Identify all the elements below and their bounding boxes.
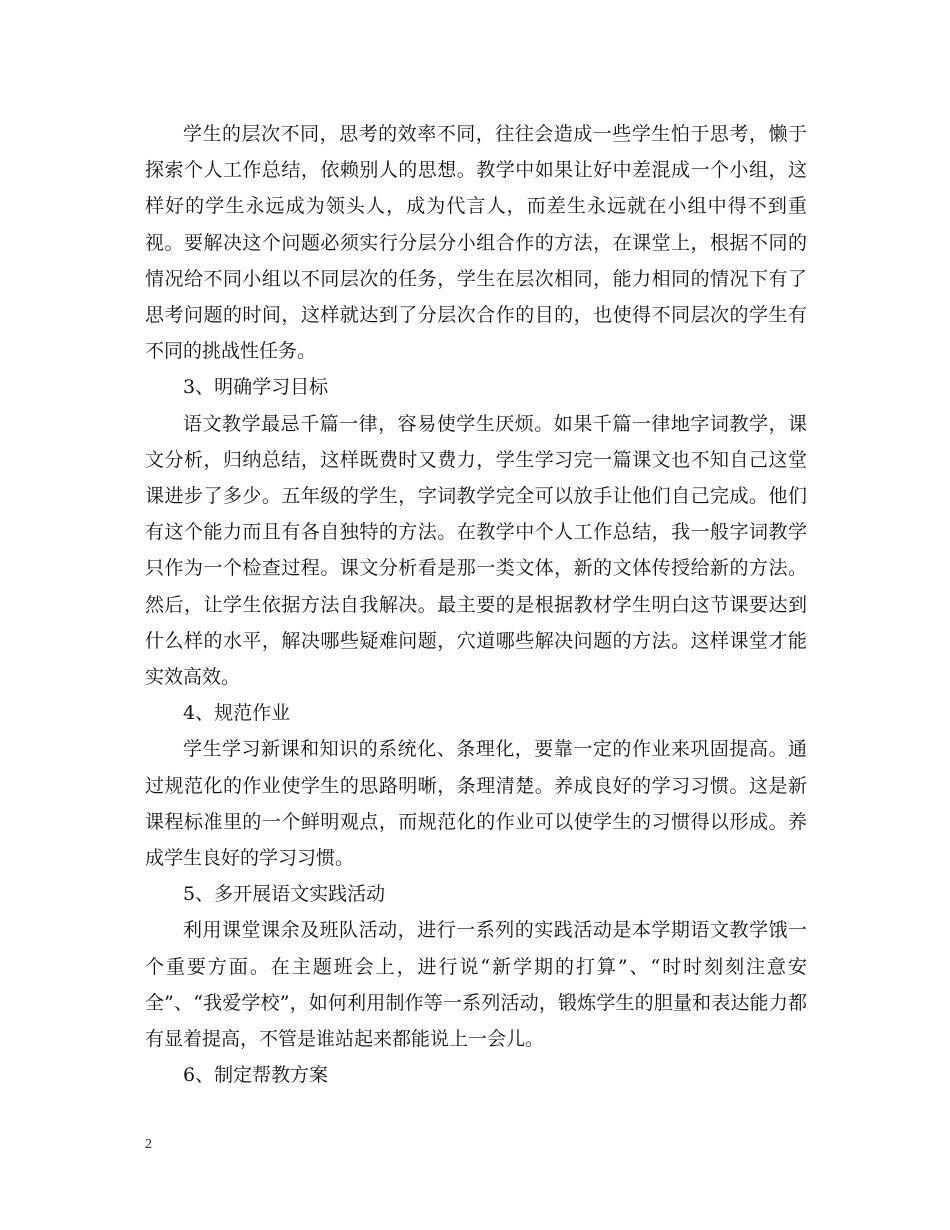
paragraph-homework: 学生学习新课和知识的系统化、条理化，要靠一定的作业来巩固提高。通过规范化的作业使学生的思路明晰，条理清楚。养成良好的学习习惯。这是新课程标准里的一个鲜明观点，而规范化的作业可以使学生的习惯得以形成。养成学生良好的学习习惯。 [145,738,807,870]
heading-practice-activities: 5、多开展语文实践活动 [183,883,386,906]
paragraph-learning-goals: 语文教学最忌千篇一律，容易使学生厌烦。如果千篇一律地字词教学，课文分析，归纳总结，这样既费时又费力，学生学习完一篇课文也不知自己这堂课进步了多少。五年级的学生，字词教学完全可以放手让他们自己完成。他们有这个能力而且有各自独特的方法。在教学中个人工作总结，我一般字词教学只作为一个检查过程。课文分析看是那一类文体，新的文体传授给新的方法。然后，让学生依据方法自我解决。最主要的是根据教材学生明白这节课要达到什么样的水平，解决哪些疑难问题，穴道哪些解决问题的方法。这样课堂才能实效高效。 [145,412,807,689]
document-body [145,116,807,1093]
page-number: 2 [145,1137,152,1152]
heading-standardize-homework: 4、规范作业 [183,702,291,725]
heading-tutoring-plan: 6、制定帮教方案 [183,1064,329,1087]
paragraph-layered-grouping: 学生的层次不同，思考的效率不同，往往会造成一些学生怕于思考，懒于探索个人工作总结，依赖别人的思想。教学中如果让好中差混成一个小组，这样好的学生永远成为领头人，成为代言人，而差生永远就在小组中得不到重视。要解决这个问题必须实行分层分小组合作的方法，在课堂上，根据不同的情况给不同小组以不同层次的任务，学生在层次相同，能力相同的情况下有了思考问题的时间，这样就达到了分层次合作的目的，也使得不同层次的学生有不同的挑战性任务。 [145,123,807,363]
heading-clear-learning-goals: 3、明确学习目标 [183,376,329,399]
paragraph-practice-activities: 利用课堂课余及班队活动，进行一系列的实践活动是本学期语文教学饿一个重要方面。在主题班会上，进行说“新学期的打算”、“时时刻刻注意安全”、“我爱学校”，如何利用制作等一系列活动，锻炼学生的胆量和表达能力都有显着提高，不管是谁站起来都能说上一会儿。 [145,919,807,1051]
